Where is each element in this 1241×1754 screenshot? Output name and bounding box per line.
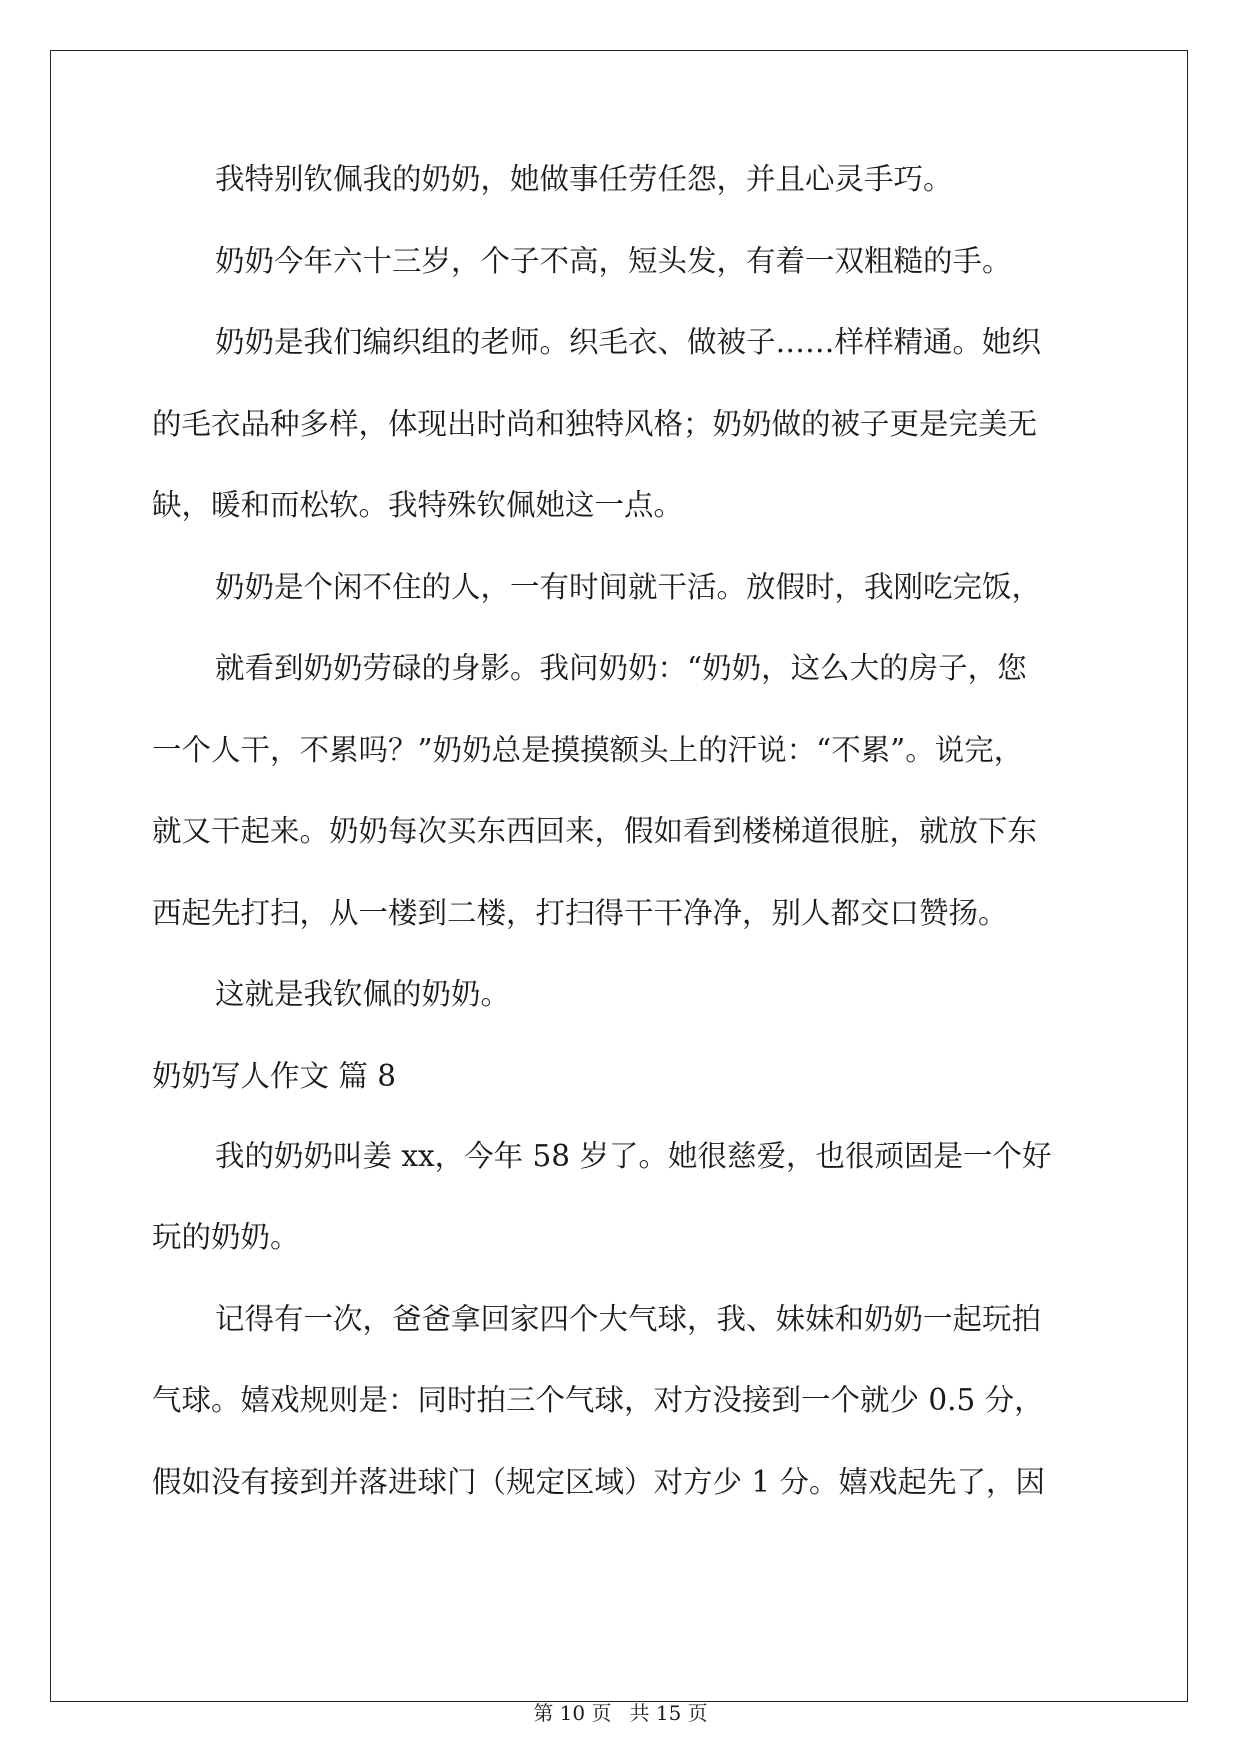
text-line: 就看到奶奶劳碌的身影。我问奶奶：“奶奶，这么大的房子，您 bbox=[215, 651, 1027, 685]
page-total: 共 15 页 bbox=[629, 1701, 708, 1725]
text-line: 奶奶是我们编织组的老师。织毛衣、做被子……样样精通。她织 bbox=[215, 325, 1042, 359]
text-line: 一个人干，不累吗？”奶奶总是摸摸额头上的汗说：“不累”。说完， bbox=[152, 732, 1024, 767]
text-line: 假如没有接到并落进球门（规定区域）对方少 1 分。嬉戏起先了，因 bbox=[152, 1464, 1046, 1499]
text-line: 缺，暖和而松软。我特殊钦佩她这一点。 bbox=[152, 488, 684, 522]
text-line: 我的奶奶叫姜 xx，今年 58 岁了。她很慈爱，也很顽固是一个好 bbox=[215, 1138, 1052, 1173]
text-line: 这就是我钦佩的奶奶。 bbox=[215, 977, 511, 1011]
text-line: 西起先打扫，从一楼到二楼，打扫得干干净净，别人都交口赞扬。 bbox=[152, 895, 1008, 930]
text-line: 玩的奶奶。 bbox=[152, 1220, 300, 1254]
text-line: 就又干起来。奶奶每次买东西回来，假如看到楼梯道很脏，就放下东 bbox=[152, 814, 1038, 848]
text-line: 气球。嬉戏规则是：同时拍三个气球，对方没接到一个就少 0.5 分， bbox=[152, 1383, 1044, 1417]
text-line: 我特别钦佩我的奶奶，她做事任劳任怨，并且心灵手巧。 bbox=[215, 162, 953, 196]
text-line: 奶奶是个闲不住的人，一有时间就干活。放假时，我刚吃完饭， bbox=[215, 569, 1042, 604]
text-line: 记得有一次，爸爸拿回家四个大气球，我、妹妹和奶奶一起玩拍 bbox=[215, 1301, 1042, 1336]
page-footer bbox=[0, 1697, 1241, 1726]
document-body bbox=[152, 156, 1092, 1540]
page-number: 第 10 页 bbox=[533, 1701, 612, 1725]
text-line: 奶奶今年六十三岁，个子不高，短头发，有着一双粗糙的手。 bbox=[215, 243, 1012, 278]
text-line: 的毛衣品种多样，体现出时尚和独特风格；奶奶做的被子更是完美无 bbox=[152, 406, 1038, 441]
section-heading: 奶奶写人作文 篇 8 bbox=[152, 1058, 397, 1093]
